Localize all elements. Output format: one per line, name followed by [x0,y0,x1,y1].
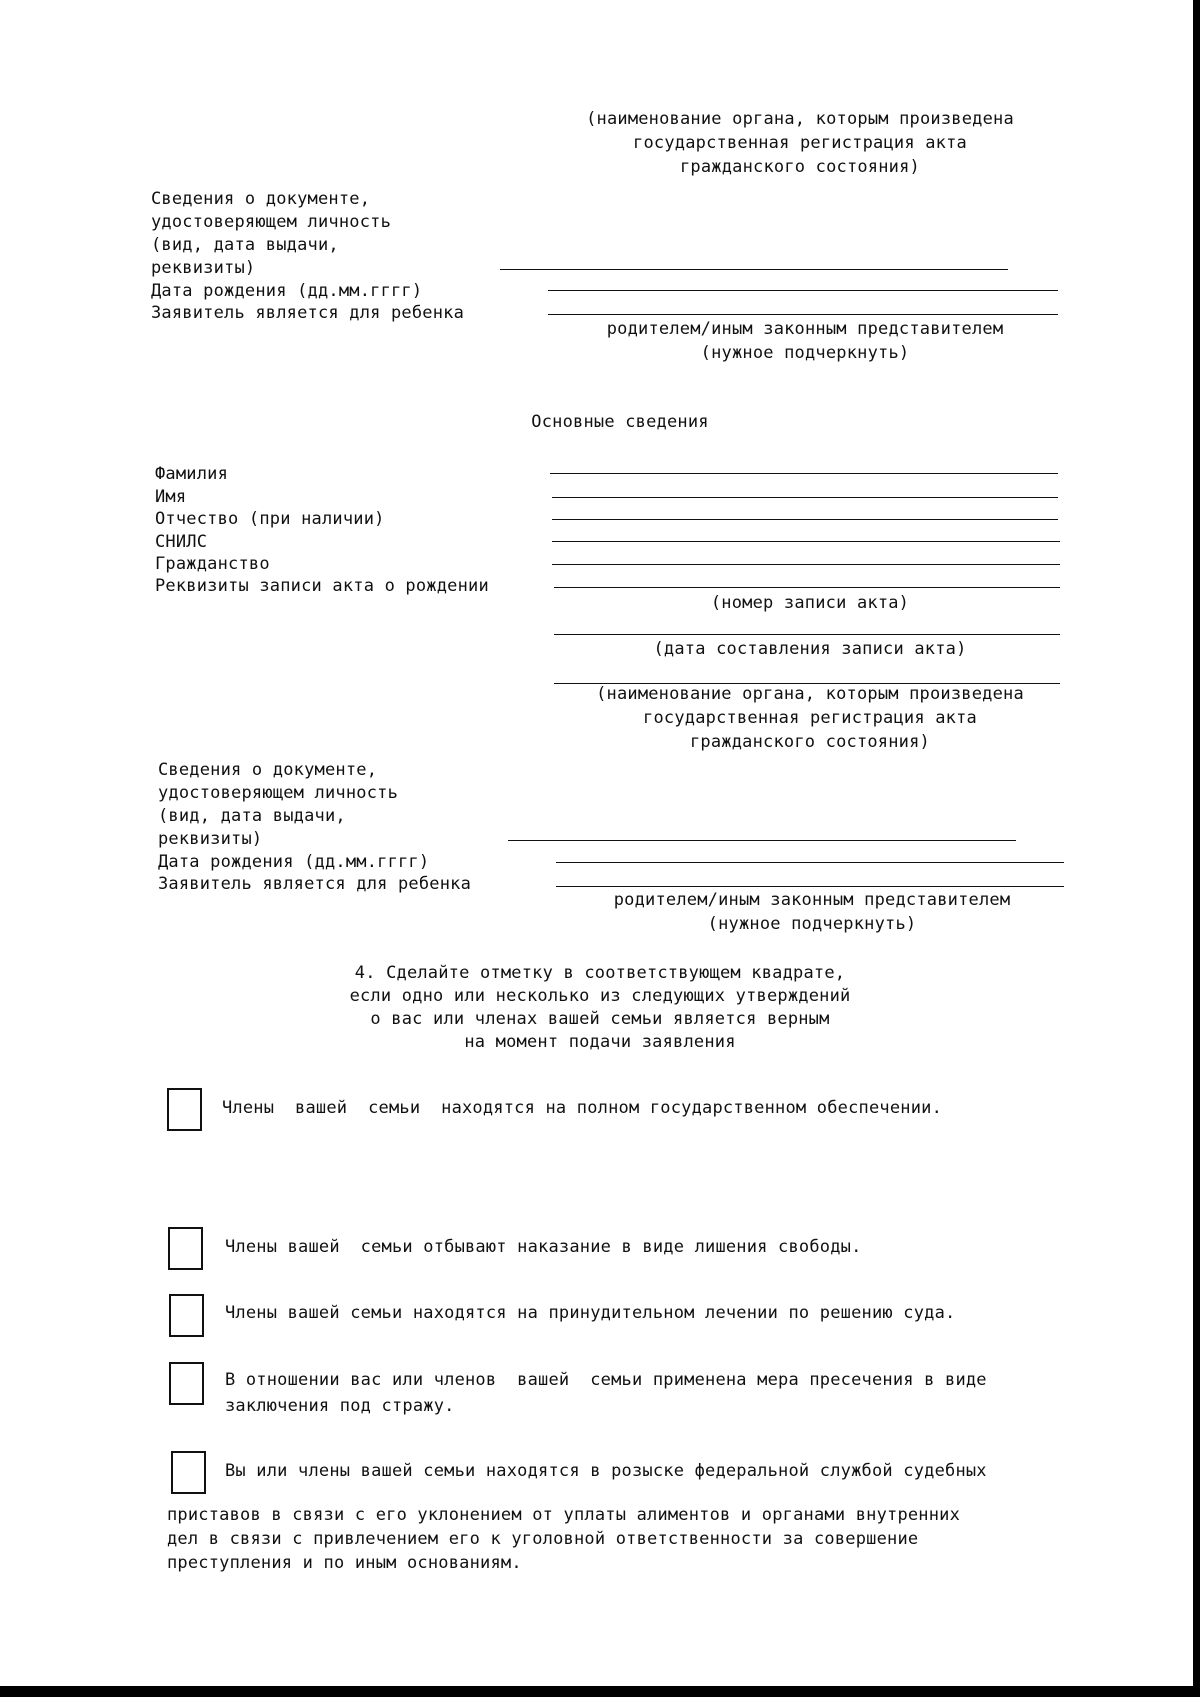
item-wanted-text: Вы или члены вашей семьи находятся в розыске федеральной службой судебных [225,1461,987,1481]
field-patronymic-line[interactable] [552,519,1058,520]
field-birth-record-line[interactable] [554,587,1060,588]
field-citizenship-label: Гражданство [155,554,270,574]
dob-input-line[interactable] [548,290,1058,291]
field-birth-record-label: Реквизиты записи акта о рождении [155,576,489,596]
doc2-label-line-4: реквизиты) [158,829,263,849]
doc2-label-line-2: удостоверяющем личность [158,783,399,803]
item-state-support-text: Члены вашей семьи находятся на полном государственном обеспечении. [222,1098,943,1118]
doc-label-line-1: Сведения о документе, [151,189,371,209]
field-surname-line[interactable] [550,473,1058,474]
doc-input-line[interactable] [500,269,1008,270]
item-imprisonment-text: Члены вашей семьи отбывают наказание в виде лишения свободы. [225,1237,862,1257]
record-date-line[interactable] [554,634,1060,635]
field-snils-label: СНИЛС [155,532,208,552]
record-date-caption: (дата составления записи акта) [653,639,967,659]
authority-caption-line-2: государственная регистрация акта [633,133,967,153]
applicant2-input-line[interactable] [556,886,1064,887]
doc2-input-line[interactable] [508,840,1016,841]
dob2-input-line[interactable] [556,862,1064,863]
underline2-caption: (нужное подчеркнуть) [707,914,917,934]
section4-heading-line-3: о вас или членах вашей семьи является верным [370,1009,830,1029]
item-custody-text-line-2: заключения под стражу. [225,1396,455,1416]
doc-label-line-2: удостоверяющем личность [151,212,392,232]
authority-caption-line-1: (наименование органа, которым произведена [586,109,1014,129]
item-wanted-continuation-line-3: преступления и по иным основаниям. [167,1553,522,1573]
scan-edge-bottom [0,1686,1200,1697]
dob2-label: Дата рождения (дд.мм.гггг) [158,852,430,872]
field-citizenship-line[interactable] [552,564,1060,565]
item-custody-text-line-1: В отношении вас или членов вашей семьи применена мера пресечения в виде [225,1370,987,1390]
field-patronymic-label: Отчество (при наличии) [155,509,385,529]
record-number-caption: (номер записи акта) [710,593,910,613]
field-surname-label: Фамилия [155,464,229,484]
dob-label: Дата рождения (дд.мм.гггг) [151,281,423,301]
checkbox-state-support[interactable] [167,1088,202,1131]
checkbox-wanted[interactable] [171,1451,206,1494]
field-snils-line[interactable] [552,541,1060,542]
applicant2-label: Заявитель является для ребенка [158,874,472,894]
parent-caption: родителем/иным законным представителем [606,319,1004,339]
section4-heading-line-1: 4. Сделайте отметку в соответствующем квадрате, [354,963,846,983]
checkbox-custody[interactable] [169,1362,204,1405]
item-compulsory-treatment-text: Члены вашей семьи находятся на принудительном лечении по решению суда. [225,1303,956,1323]
record-authority-caption-line-2: государственная регистрация акта [643,708,977,728]
underline-caption: (нужное подчеркнуть) [700,343,910,363]
field-name-line[interactable] [552,497,1058,498]
item-wanted-continuation-line-1: приставов в связи с его уклонением от уплаты алиментов и органами внутренних [167,1505,961,1525]
item-wanted-continuation-line-2: дел в связи с привлечением его к уголовной ответственности за совершение [167,1529,919,1549]
applicant-label: Заявитель является для ребенка [151,303,465,323]
doc-label-line-3: (вид, дата выдачи, [151,235,339,255]
section-title: Основные сведения [531,412,709,432]
parent2-caption: родителем/иным законным представителем [613,890,1011,910]
section4-heading-line-2: если одно или несколько из следующих утверждений [349,986,851,1006]
checkbox-imprisonment[interactable] [168,1227,203,1270]
checkbox-compulsory-treatment[interactable] [169,1294,204,1337]
doc-label-line-4: реквизиты) [151,258,256,278]
section4-heading-line-4: на момент подачи заявления [464,1032,736,1052]
record-authority-caption-line-1: (наименование органа, которым произведена [596,684,1024,704]
scan-edge-right [1193,0,1200,1697]
doc2-label-line-1: Сведения о документе, [158,760,378,780]
field-name-label: Имя [155,487,187,507]
authority-caption-line-3: гражданского состояния) [679,157,920,177]
applicant-input-line[interactable] [548,314,1058,315]
doc2-label-line-3: (вид, дата выдачи, [158,806,346,826]
record-authority-caption-line-3: гражданского состояния) [689,732,930,752]
